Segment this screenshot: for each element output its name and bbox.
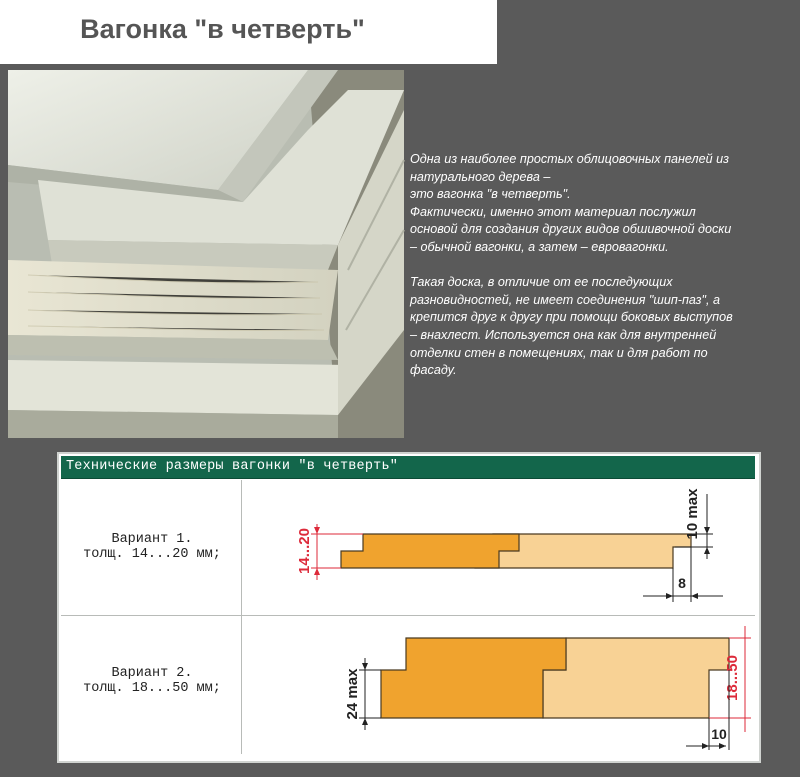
photo-wood-panels xyxy=(8,70,404,438)
variant-2-profile-diagram xyxy=(261,618,741,752)
variant-2-width-dim: 10 xyxy=(711,726,727,742)
variant-1-label xyxy=(61,532,243,562)
variant-1-thickness-dim: 14...20 xyxy=(296,528,313,574)
description-paragraph-2: Такая доска, в отличие от ее последующих разновидностей, не имеет соединения "шип-паз", а крепится друг к другу при помощи боковых выступов – внахлест. Используется она как для внутренней отделки стен в помещениях, так и для работ по фасаду. xyxy=(410,275,733,378)
variant-2-overlap-dim: 24 max xyxy=(344,668,361,720)
table-row-variant-2 xyxy=(61,616,755,754)
page-title: Вагонка "в четверть" xyxy=(80,14,365,44)
variant-2-thickness-dim: 18...50 xyxy=(724,655,741,701)
variant-1-overlap-dim: 10 max xyxy=(684,488,701,540)
variant-1-profile-diagram xyxy=(283,484,723,612)
variant-1-name: Вариант 1. xyxy=(111,532,193,547)
table-header-title: Технические размеры вагонки "в четверть" xyxy=(66,459,399,474)
table-header xyxy=(61,456,755,479)
wood-panels-image xyxy=(8,70,404,438)
variant-2-label xyxy=(61,666,243,696)
variant-1-width-dim: 8 xyxy=(678,575,686,591)
description xyxy=(410,151,798,380)
variant-2-thickness: толщ. 18...50 мм; xyxy=(83,681,221,696)
description-paragraph-1: Одна из наиболее простых облицовочных панелей из натурального дерева – это вагонка "в четверть". Фактически, именно этот материал послужил основой для создания других видов обшивочной доски – обычной вагонки, а затем – евровагонки. xyxy=(410,152,732,254)
table-row-variant-1 xyxy=(61,480,755,616)
variant-1-thickness: толщ. 14...20 мм; xyxy=(83,547,221,562)
dimensions-table xyxy=(57,452,761,763)
title-bar xyxy=(0,0,497,64)
variant-2-name: Вариант 2. xyxy=(111,666,193,681)
